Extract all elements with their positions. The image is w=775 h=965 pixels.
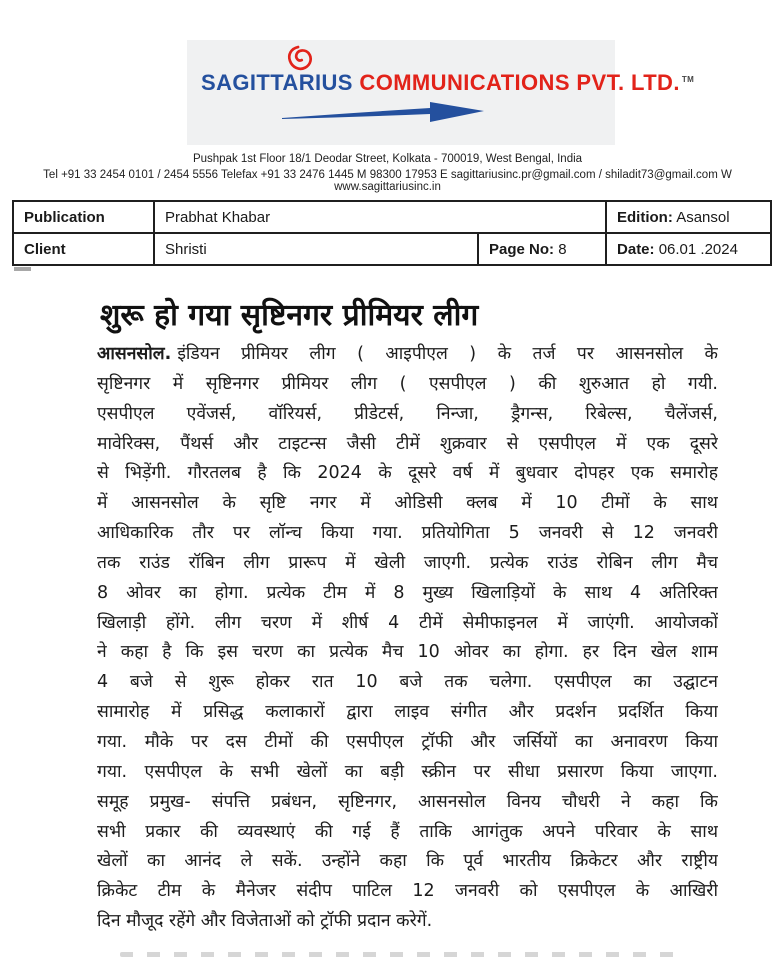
article-line: सामारोह में प्रसिद्ध कलाकारों द्वारा लाइव संगीत और प्रदर्शन प्रदर्शित किया	[97, 702, 718, 723]
article-line: खिलाड़ी होंगे. लीग चरण में शीर्ष 4 टीमें सेमीफाइनल में जाएंगी. आयोजकों	[97, 612, 718, 633]
article-line: सृष्टिनगर में सृष्टिनगर प्रीमियर लीग ( एसपीएल ) की शुरुआत हो गयी.	[97, 373, 718, 394]
article-line: में आसनसोल के सृष्टि नगर में ओडिसी क्लब में 10 टीमों के साथ	[97, 493, 718, 514]
edition-label: Edition:	[617, 208, 673, 226]
client-value: Shristi	[165, 240, 207, 258]
page-no-value: 8	[558, 240, 567, 258]
publication-label-cell	[13, 201, 154, 233]
article-line: ने कहा है कि इस चरण का प्रत्येक मैच 10 ओवर का होगा. हर दिन खेल शाम	[97, 642, 718, 663]
article-line: गया. मौके पर दस टीमों की एसपीएल ट्रॉफी और जर्सियों का अनावरण किया	[97, 731, 718, 752]
article-body	[97, 341, 718, 938]
publication-value: Prabhat Khabar	[165, 208, 271, 226]
table-row-publication	[13, 201, 771, 233]
page-no-cell	[478, 233, 606, 265]
article-line-text: इंडियन प्रीमियर लीग ( आइपीएल ) के तर्ज पर आसनसोल के	[177, 344, 718, 364]
company-address: Pushpak 1st Floor 18/1 Deodar Street, Kolkata - 700019, West Bengal, India	[192, 153, 583, 165]
table-row-client	[13, 233, 771, 265]
article-line: गया. एसपीएल के सभी खेलों का बड़ी स्क्रीन पर सीधा प्रसारण किया जाएगा.	[97, 761, 718, 782]
article-line: क्रिकेट टीम के मैनेजर संदीप पाटिल 12 जनवरी को एसपीएल के आखिरी	[97, 881, 718, 902]
client-value-cell	[154, 233, 478, 265]
article-line: 4 बजे से शुरू होकर रात 10 बजे तक चलेगा. एसपीएल का उद्घाटन	[97, 672, 718, 693]
article-line: तक राउंड रॉबिन लीग प्रारूप में खेली जाएगी. प्रत्येक राउंड रोबिन लीग मैच	[97, 552, 718, 573]
article-line: से भिड़ेंगी. गौरतलब है कि 2024 के दूसरे वर्ष में बुधवार दोपहर एक समारोह	[97, 463, 718, 484]
page-no-label: Page No:	[489, 240, 555, 258]
client-label: Client	[24, 240, 66, 258]
date-value: 06.01 .2024	[658, 240, 738, 258]
publication-value-cell	[154, 201, 606, 233]
article-line	[97, 341, 718, 371]
article-dateline: आसनसोल.	[97, 344, 172, 364]
date-cell	[606, 233, 771, 265]
article-line: समूह प्रमुख- संपत्ति प्रबंधन, सृष्टिनगर, आसनसोल विनय चौधरी ने कहा कि	[97, 791, 718, 812]
company-contact-line: Tel +91 33 2454 0101 / 2454 5556 Telefax +91 33 2476 1445 M 98300 17953 E sagittariusinc.pr@gmail.com / shiladit73@gmail.com W www.sagittariusinc.in	[43, 169, 732, 193]
edition-cell	[606, 201, 771, 233]
trademark-symbol: TM	[681, 74, 695, 84]
article-line: खेलों का आनंद ले सकें. उन्होंने कहा कि पूर्व भारतीय क्रिकेटर और राष्ट्रीय	[97, 851, 718, 872]
company-logo	[187, 40, 695, 145]
brand-name	[201, 70, 695, 96]
brand-name-part2: COMMUNICATIONS PVT. LTD.	[359, 70, 680, 95]
scan-smudge-mark	[14, 267, 31, 271]
article-line: 8 ओवर का होगा. प्रत्येक टीम में 8 मुख्य खिलाड़ियों के साथ 4 अतिरिक्त	[97, 582, 718, 603]
brand-arrow-icon	[280, 98, 498, 124]
brand-name-part1: SAGITTARIUS	[201, 70, 353, 95]
article-line: एसपीएल एवेंजर्स, वॉरियर्स, प्रीडेटर्स, निन्जा, ड्रैगन्स, रिबेल्स, चैलेंजर्स,	[97, 403, 718, 424]
edition-value: Asansol	[676, 208, 730, 226]
article-line: मावेरिक्स, पैंथर्स और टाइटन्स जैसी टीमें शुक्रवार से एसपीएल में एक दूसरे	[97, 433, 718, 454]
article-line: दिन मौजूद रहेंगे और विजेताओं को ट्रॉफी प्रदान करेगें.	[97, 911, 433, 932]
article-line: सभी प्रकार की व्यवस्थाएं की गई हैं ताकि आगंतुक अपने परिवार के साथ	[97, 821, 718, 842]
publication-label: Publication	[24, 208, 105, 226]
client-label-cell	[13, 233, 154, 265]
article-headline: शुरू हो गया सृष्टिनगर प्रीमियर लीग	[100, 298, 479, 333]
article-line: आधिकारिक तौर पर लॉन्च किया गया. प्रतियोगिता 5 जनवरी से 12 जनवरी	[97, 523, 718, 544]
cutoff-text-line	[120, 952, 685, 957]
clipping-info-table	[12, 200, 772, 266]
date-label: Date:	[617, 240, 655, 258]
